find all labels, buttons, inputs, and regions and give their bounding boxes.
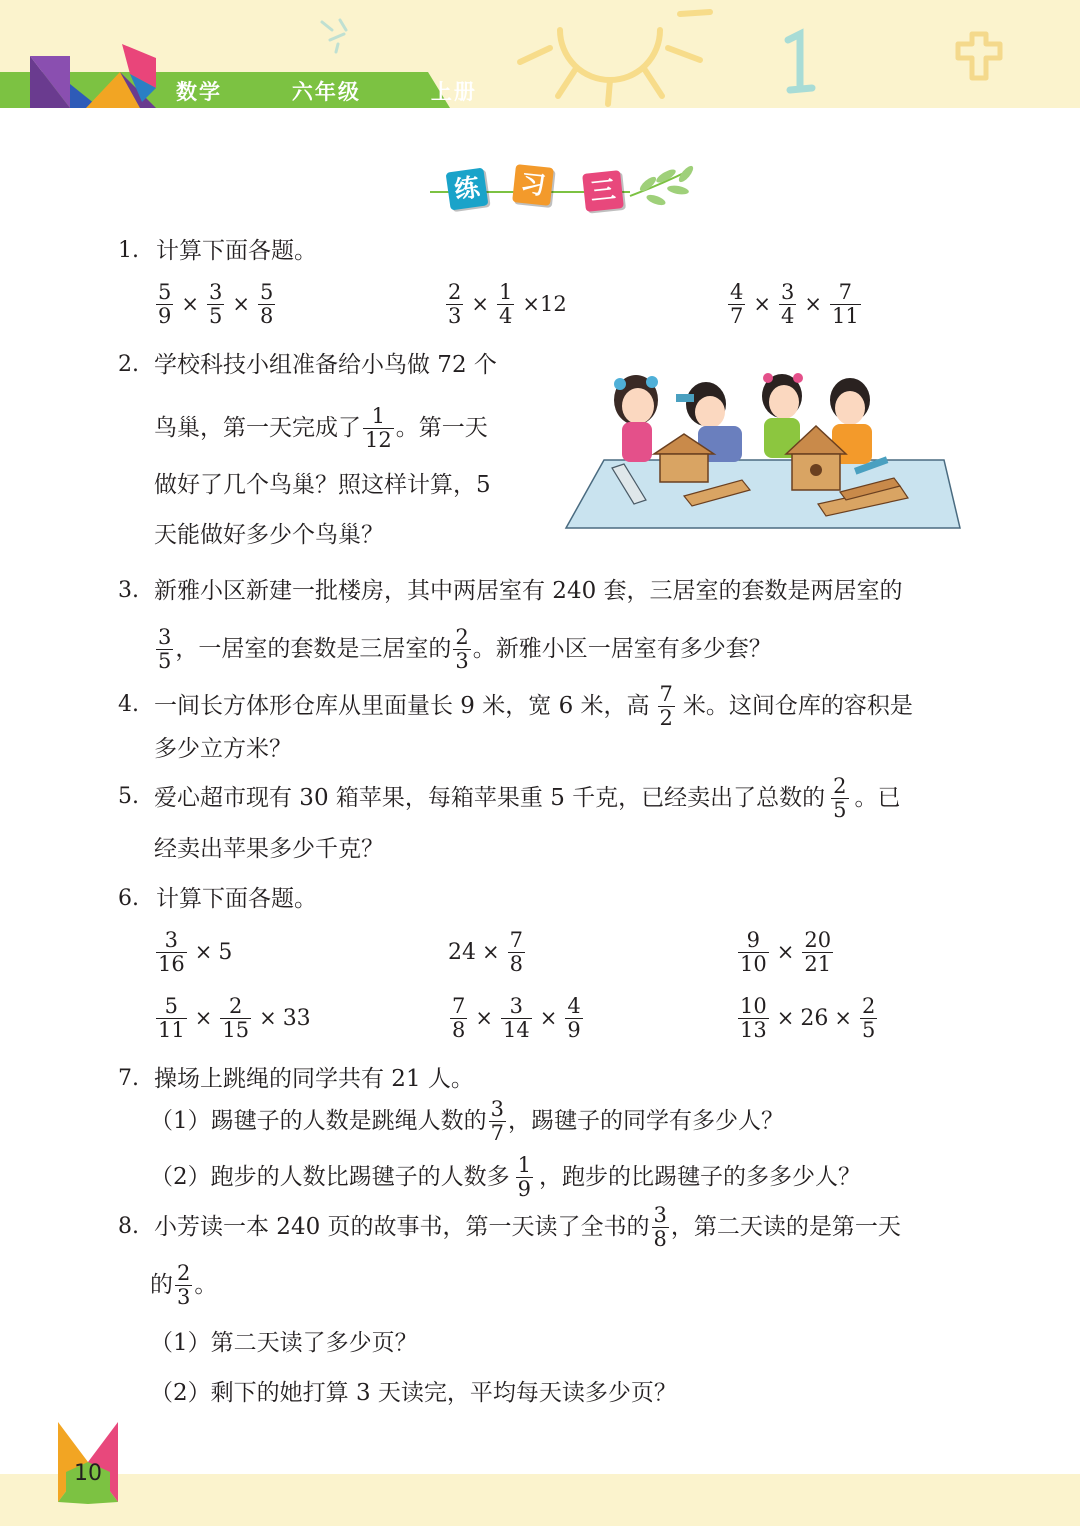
title-char: 练: [446, 168, 489, 211]
expression: $\frac{3}{16}$ × 5: [158, 927, 233, 976]
question-text: 一间长方体形仓库从里面量长 9 米，宽 6 米，高 $\frac{7}{2}$ 米。这间仓库的容积是: [154, 681, 913, 730]
question-number: 2.: [118, 352, 139, 377]
question-number: 1.: [118, 238, 139, 263]
question-text: 计算下面各题。: [156, 238, 317, 264]
question-text: 新雅小区新建一批楼房，其中两居室有 240 套，三居室的套数是两居室的: [154, 578, 903, 604]
expression: 24 × $\frac{7}{8}$: [448, 927, 523, 976]
tangram-logo-icon: [30, 44, 160, 108]
question-number: 4.: [118, 692, 139, 717]
page-number: 10: [74, 1461, 102, 1486]
sub-question: （1）第二天读了多少页？: [150, 1330, 418, 1356]
question-text: 计算下面各题。: [156, 886, 317, 912]
question-text: $\frac{3}{5}$ ，一居室的套数是三居室的 $\frac{2}{3}$ 。新雅小区一居室有多少套？: [158, 624, 772, 673]
question-text: 操场上跳绳的同学共有 21 人。: [154, 1066, 474, 1092]
fraction: $\frac{5}{8}$: [259, 279, 274, 328]
sub-question: （1）踢毽子的人数是跳绳人数的 $\frac{3}{7}$ ，踢毽子的同学有多少人？: [150, 1096, 785, 1145]
fraction: $\frac{5}{11}$: [158, 993, 185, 1042]
fraction: $\frac{3}{14}$: [502, 993, 530, 1042]
fraction: $\frac{4}{9}$: [567, 993, 581, 1042]
sub-question: （2）跑步的人数比踢毽子的人数多 $\frac{1}{9}$ ，跑步的比踢毽子的多多少人？: [150, 1152, 862, 1201]
fraction: $\frac{1}{12}$: [365, 403, 392, 452]
fraction: $\frac{3}{5}$: [208, 279, 223, 328]
fraction: $\frac{9}{10}$: [740, 927, 767, 976]
fraction: $\frac{1}{4}$: [498, 279, 513, 328]
expression: $\frac{9}{10}$ × $\frac{20}{21}$: [740, 927, 832, 976]
question-number: 8.: [118, 1214, 139, 1239]
fraction: $\frac{5}{9}$: [158, 279, 172, 328]
question-number: 7.: [118, 1066, 139, 1091]
fraction: $\frac{10}{13}$: [740, 993, 767, 1042]
expression: $\frac{2}{3}$ × $\frac{1}{4}$ ×12: [448, 279, 567, 328]
fraction: $\frac{3}{8}$: [653, 1202, 667, 1251]
expression: $\frac{4}{7}$ × $\frac{3}{4}$ × $\frac{7}{11}$: [730, 279, 859, 328]
fraction: $\frac{2}{15}$: [222, 993, 250, 1042]
fraction: $\frac{2}{3}$: [177, 1260, 191, 1309]
title-char: 三: [582, 170, 624, 212]
question-text: 天能做好多少个鸟巢？: [154, 522, 384, 548]
question-text: 做好了几个鸟巢？照这样计算，5: [154, 472, 491, 498]
fraction: $\frac{3}{5}$: [158, 624, 172, 673]
sub-question: （2）剩下的她打算 3 天读完，平均每天读多少页？: [150, 1380, 677, 1406]
fraction: $\frac{20}{21}$: [804, 927, 832, 976]
children-building-birdhouses-illustration: [564, 360, 964, 532]
expression: $\frac{7}{8}$ × $\frac{3}{14}$ × $\frac{4}{9}$: [452, 993, 581, 1042]
fraction: $\frac{7}{2}$: [659, 681, 673, 730]
fraction: $\frac{4}{7}$: [730, 279, 744, 328]
question-text: 多少立方米？: [154, 736, 292, 762]
exercise-title: [430, 162, 700, 218]
fraction: $\frac{7}{11}$: [831, 279, 859, 328]
fraction: $\frac{7}{8}$: [452, 993, 466, 1042]
expression: $\frac{5}{11}$ × $\frac{2}{15}$ × 33: [158, 993, 311, 1042]
fraction: $\frac{3}{4}$: [780, 279, 795, 328]
header-title: 数学 六年级 上册: [176, 80, 477, 104]
question-text: 学校科技小组准备给小鸟做 72 个: [154, 352, 497, 378]
expression: $\frac{10}{13}$ × 26 × $\frac{2}{5}$: [740, 993, 876, 1042]
question-text: 爱心超市现有 30 箱苹果，每箱苹果重 5 千克，已经卖出了总数的 $\frac{2}{5}$ 。已: [154, 773, 901, 822]
fraction: $\frac{2}{3}$: [455, 624, 469, 673]
question-text: 小芳读一本 240 页的故事书，第一天读了全书的 $\frac{3}{8}$ ，第二天读的是第一天: [154, 1202, 901, 1251]
question-number: 3.: [118, 578, 139, 603]
expression: $\frac{5}{9}$ × $\frac{3}{5}$ × $\frac{5}{8}$: [158, 279, 274, 328]
question-number: 5.: [118, 784, 139, 809]
fraction: $\frac{2}{5}$: [833, 773, 847, 822]
fraction: $\frac{2}{3}$: [448, 279, 462, 328]
footer-background: [0, 1474, 1080, 1526]
question-number: 6.: [118, 886, 139, 911]
fraction: $\frac{3}{16}$: [158, 927, 185, 976]
fraction: $\frac{2}{5}$: [861, 993, 876, 1042]
fraction: $\frac{3}{7}$: [490, 1096, 505, 1145]
fraction: $\frac{7}{8}$: [509, 927, 523, 976]
fraction: $\frac{1}{9}$: [517, 1152, 532, 1201]
question-text: 的 $\frac{2}{3}$ 。: [150, 1260, 218, 1309]
question-text: 鸟巢，第一天完成了 $\frac{1}{12}$ 。第一天: [154, 403, 488, 452]
question-text: 经卖出苹果多少千克？: [154, 836, 384, 862]
title-char: 习: [512, 164, 554, 206]
